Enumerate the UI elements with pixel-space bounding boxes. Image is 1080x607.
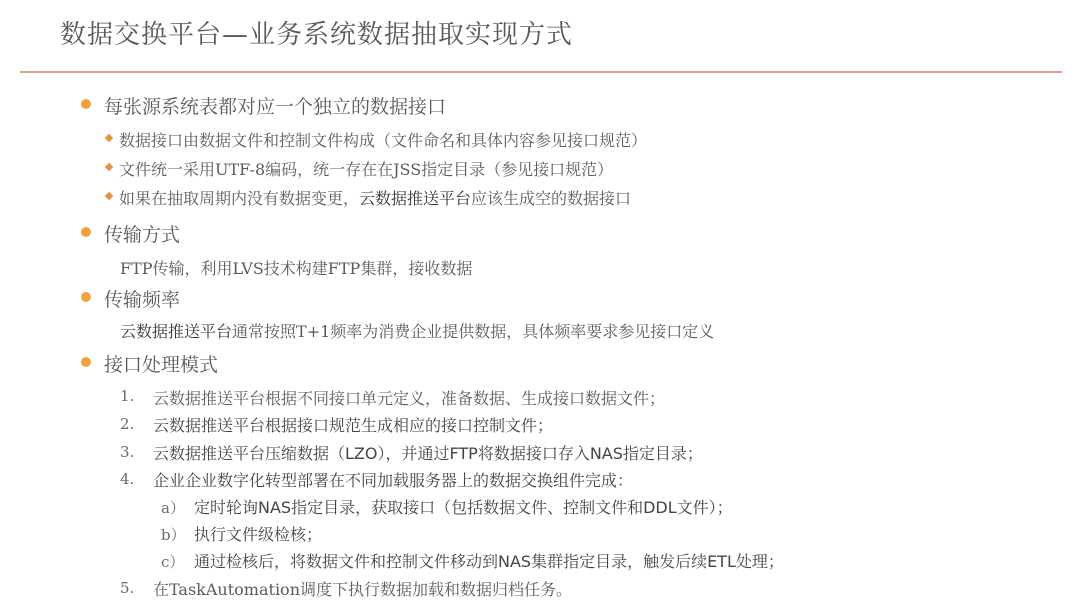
section3-post: 通常按照T+1频率为消费企业提供数据，具体频率要求参见接口定义 (232, 322, 715, 341)
item3-pre: 如果在抽取周期内没有数据变更， (119, 189, 360, 208)
bullet-dot (81, 99, 91, 109)
step-number: 4. (120, 470, 135, 488)
bullet-dot (81, 227, 91, 237)
step-text: 云数据推送平台根据接口规范生成相应的接口控制文件； (153, 416, 554, 435)
step-text: 在TaskAutomation调度下执行数据加载和数据归档任务。 (153, 580, 572, 599)
section1-heading: 每张源系统表都对应一个独立的数据接口 (104, 96, 447, 118)
diamond-bullet-icon (105, 134, 113, 142)
section3-text (120, 319, 714, 342)
bullet-dot (81, 292, 91, 302)
item3-post: 应该生成空的数据接口 (471, 189, 632, 208)
section1-item-2: 文件统一采用UTF-8编码，统一存在在JSS指定目录（参见接口规范） (119, 160, 614, 179)
step-text: 云数据推送平台根据不同接口单元定义，准备数据、生成接口数据文件； (153, 389, 666, 408)
section3-heading: 传输频率 (104, 289, 181, 311)
substep-text: 定时轮询NAS指定目录，获取接口（包括数据文件、控制文件和DDL文件）； (194, 498, 733, 517)
substep-label: a） (161, 499, 185, 517)
substep-text: 通过检核后，将数据文件和控制文件移动到NAS集群指定目录，触发后续ETL处理； (194, 552, 784, 571)
section1-item-1: 数据接口由数据文件和控制文件构成（文件命名和具体内容参见接口规范） (119, 131, 648, 150)
step-text: 企业企业数字化转型部署在不同加载服务器上的数据交换组件完成： (153, 471, 634, 490)
section2-heading: 传输方式 (104, 224, 181, 246)
step-text: 云数据推送平台压缩数据（LZO），并通过FTP将数据接口存入NAS指定目录； (153, 444, 703, 463)
section3-highlight: 云数据推送平台 (120, 322, 233, 341)
step-number: 1. (120, 387, 135, 405)
step-number: 2. (120, 415, 135, 433)
section4-heading: 接口处理模式 (104, 354, 219, 376)
section2-text: FTP传输，利用LVS技术构建FTP集群，接收数据 (120, 259, 473, 278)
item3-highlight: 云数据推送平台 (359, 189, 472, 208)
page-title: 数据交换平台—业务系统数据抽取实现方式 (60, 20, 574, 50)
step-number: 5. (120, 579, 135, 597)
diamond-bullet-icon (105, 163, 113, 171)
substep-text: 执行文件级检核； (194, 525, 323, 544)
step-number: 3. (120, 443, 135, 461)
substep-label: b） (161, 526, 186, 544)
bullet-dot (81, 357, 91, 367)
title-divider (20, 71, 1062, 73)
substep-label: c） (161, 553, 185, 571)
diamond-bullet-icon (105, 192, 113, 200)
section1-item-3 (119, 186, 631, 209)
